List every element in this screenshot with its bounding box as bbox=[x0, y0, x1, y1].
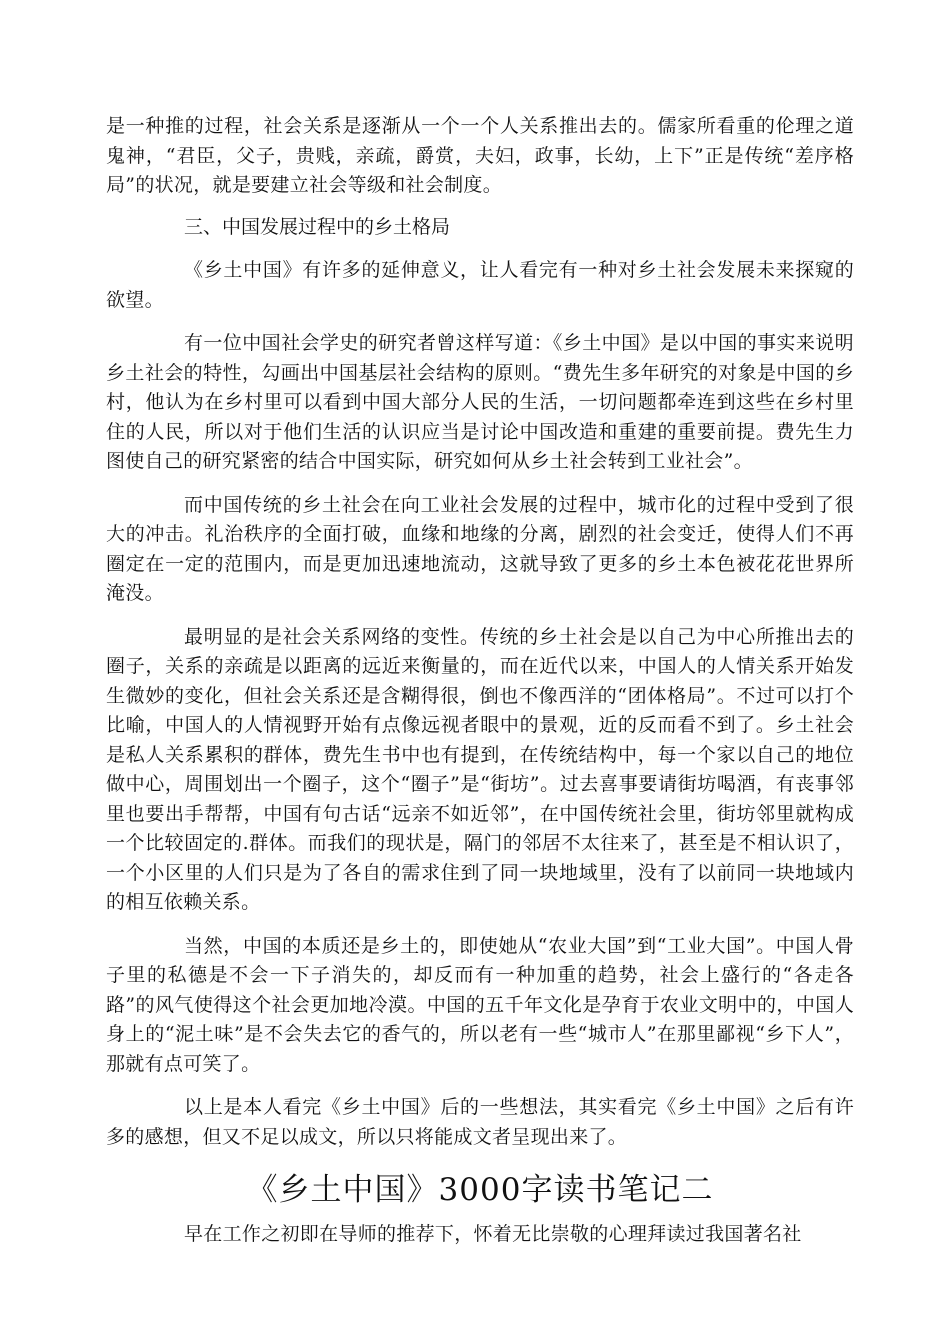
paragraph-social-network-change: 最明显的是社会关系网络的变性。传统的乡土社会是以自己为中心所推出去的圈子，关系的亲疏是以距离的远近来衡量的，而在近代以来，中国人的人情关系开始发生微妙的变化，但社会关系还是含糊得很，倒也不像西洋的“团体格局”。不过可以打个比喻，中国人的人情视野开始有点像远视者眼中的景观，近的反而看不到了。乡土社会是私人关系累积的群体，费先生书中也有提到，在传统结构中，每一个家以自己的地位做中心，周围划出一个圈子，这个“圈子”是“街坊”。过去喜事要请街坊喝酒，有丧事邻里也要出手帮帮，中国有句古话“远亲不如近邻”，在中国传统社会里，街坊邻里就构成一个比较固定的.群体。而我们的现状是，隔门的邻居不太往来了，甚至是不相认识了，一个小区里的人们只是为了各自的需求住到了同一块地域里，没有了以前同一块地域内的相互依赖关系。 bbox=[106, 625, 854, 913]
paragraph-rural-essence: 当然，中国的本质还是乡土的，即使她从“农业大国”到“工业大国”。中国人骨子里的私德是不会一下子消失的，却反而有一种加重的趋势，社会上盛行的“各走各路”的风气使得这个社会更加地冷漠。中国的五千年文化是孕育于农业文明中的，中国人身上的“泥土味”是不会失去它的香气的，所以老有一些“城市人”在那里鄙视“乡下人”，那就有点可笑了。 bbox=[106, 934, 854, 1075]
paragraph-continuation: 是一种推的过程，社会关系是逐渐从一个一个人关系推出去的。儒家所看重的伦理之道鬼神，“君臣，父子，贵贱，亲疏，爵赏，夫妇，政事，长幼，上下”正是传统“差序格局”的状况，就是要建立社会等级和社会制度。 bbox=[106, 115, 854, 196]
paragraph-sociologist-quote: 有一位中国社会学史的研究者曾这样写道：《乡土中国》是以中国的事实来说明乡土社会的特性，勾画出中国基层社会结构的原则。“费先生多年研究的对象是中国的乡村，他认为在乡村里可以看到中国大部分人民的生活，一切问题都牵连到这些在乡村里住的人民，所以对于他们生活的认识应当是讨论中国改造和重建的重要前提。费先生力图使自己的研究紧密的结合中国实际，研究如何从乡土社会转到工业社会”。 bbox=[106, 332, 854, 472]
section-heading-3: 三、中国发展过程中的乡土格局 bbox=[184, 215, 451, 238]
paragraph-conclusion: 以上是本人看完《乡土中国》后的一些想法，其实看完《乡土中国》之后有许多的感想，但又不足以成文，所以只将能成文者呈现出来了。 bbox=[106, 1096, 854, 1148]
document-page bbox=[106, 112, 854, 1250]
article-title-2: 《乡土中国》3000字读书笔记二 bbox=[246, 1172, 714, 1208]
paragraph-extension-meaning: 《乡土中国》有许多的延伸意义，让人看完有一种对乡土社会发展未来探窥的欲望。 bbox=[106, 259, 854, 311]
paragraph-urbanization-impact: 而中国传统的乡土社会在向工业社会发展的过程中，城市化的过程中受到了很大的冲击。礼治秩序的全面打破，血缘和地缘的分离，剧烈的社会变迁，使得人们不再圈定在一定的范围内，而是更加迅速地流动，这就导致了更多的乡土本色被花花世界所淹没。 bbox=[106, 493, 854, 604]
paragraph-article2-opening: 早在工作之初即在导师的推荐下，怀着无比崇敬的心理拜读过我国著名社 bbox=[184, 1223, 802, 1245]
